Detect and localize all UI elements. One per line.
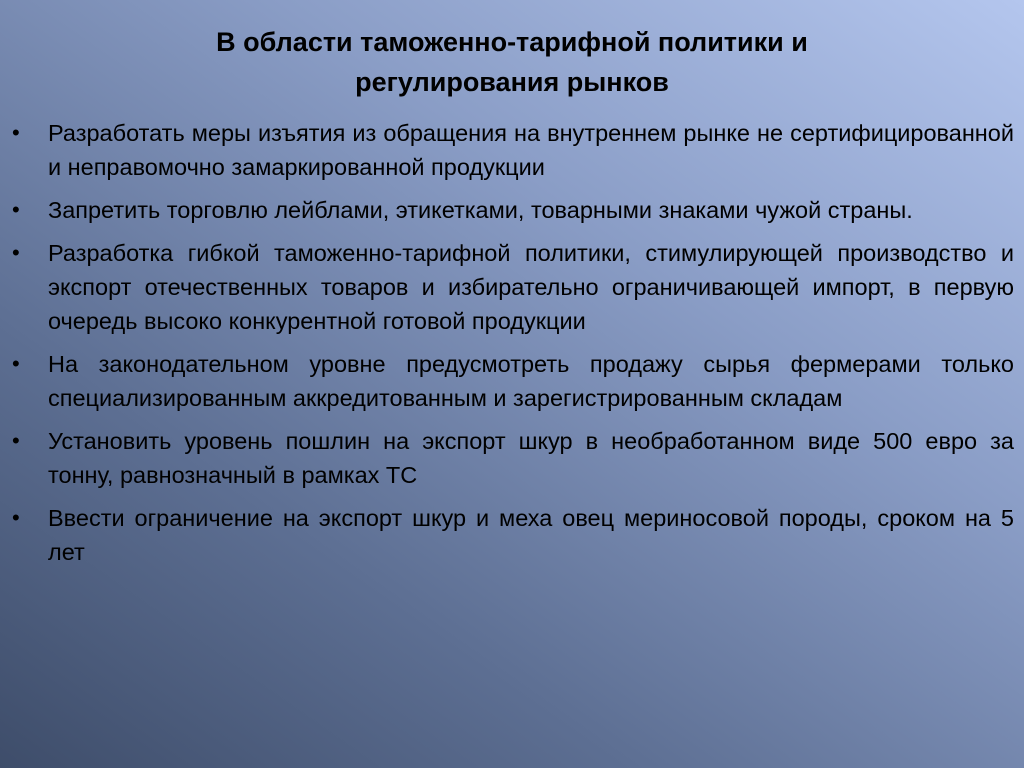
slide-title [60, 22, 964, 102]
bullet-item-3 [10, 236, 1014, 338]
bullet-item-4 [10, 347, 1014, 415]
bullet-item-5 [10, 424, 1014, 492]
bullet-marker-icon: • [12, 240, 20, 265]
bullet-marker-icon: • [12, 120, 20, 145]
bullet-marker-icon: • [12, 505, 20, 530]
bullet-item-1 [10, 116, 1014, 184]
bullet-text: На законодательном уровне предусмотреть продажу сырья фермерами только специализированным аккредитованным и зарегистрированным складам [48, 351, 1014, 411]
bullet-item-6 [10, 501, 1014, 569]
bullet-item-2 [10, 193, 1014, 227]
bullet-text: Запретить торговлю лейблами, этикетками, товарными знаками чужой страны. [48, 197, 913, 223]
slide-title-line-2: регулирования рынков [355, 67, 669, 97]
bullet-text: Разработка гибкой таможенно-тарифной политики, стимулирующей производство и экспорт отечественных товаров и избирательно ограничивающей импорт, в первую очередь высоко конкурентной готовой продукции [48, 240, 1014, 334]
bullet-marker-icon: • [12, 197, 20, 222]
bullet-list [10, 116, 1014, 578]
slide-title-line-1: В области таможенно-тарифной политики и [216, 27, 808, 57]
bullet-marker-icon: • [12, 428, 20, 453]
bullet-marker-icon: • [12, 351, 20, 376]
bullet-text: Ввести ограничение на экспорт шкур и меха овец мериносовой породы, сроком на 5 лет [48, 505, 1014, 565]
bullet-text: Разработать меры изъятия из обращения на внутреннем рынке не сертифицированной и неправомочно замаркированной продукции [48, 120, 1014, 180]
bullet-text: Установить уровень пошлин на экспорт шкур в необработанном виде 500 евро за тонну, равнозначный в рамках ТС [48, 428, 1014, 488]
